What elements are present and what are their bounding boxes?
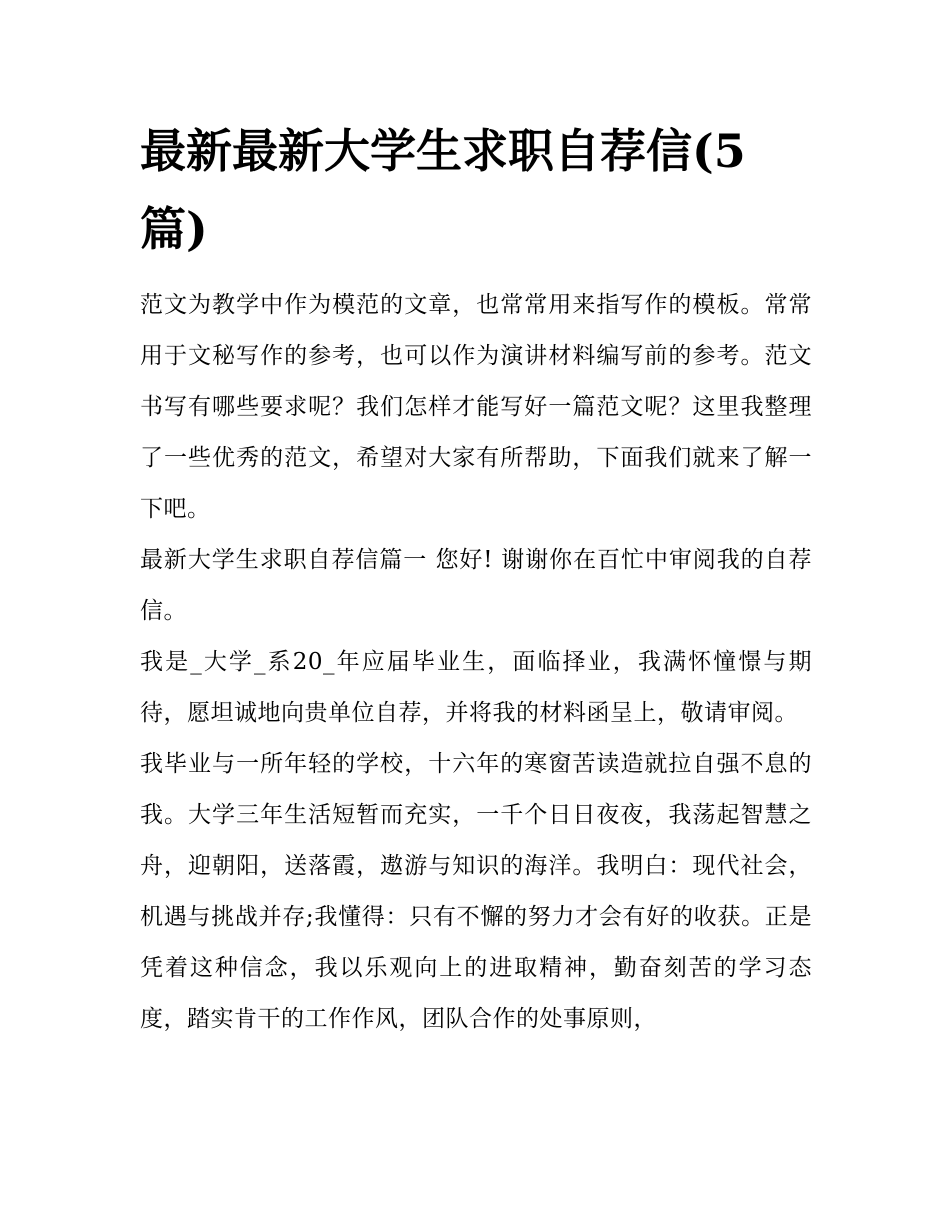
document-body xyxy=(140,112,812,1045)
paragraph-self-introduction: 我是_大学_系20_年应届毕业生，面临择业，我满怀憧憬与期待，愿坦诚地向贵单位自荐，并将我的材料函呈上，敬请审阅。 xyxy=(140,649,812,726)
paragraph-greeting: 最新大学生求职自荐信篇一 您好! 谢谢你在百忙中审阅我的自荐信。 xyxy=(140,547,812,624)
paragraph-intro: 范文为教学中作为模范的文章，也常常用来指写作的模板。常常用于文秘写作的参考，也可以作为演讲材料编写前的参考。范文书写有哪些要求呢？我们怎样才能写好一篇范文呢？这里我整理了一些优秀的范文，希望对大家有所帮助，下面我们就来了解一下吧。 xyxy=(140,292,812,522)
document-title: 最新最新大学生求职自荐信(5篇) xyxy=(140,124,746,256)
paragraph-background: 我毕业与一所年轻的学校，十六年的寒窗苦读造就拉自强不息的我。大学三年生活短暂而充实，一千个日日夜夜，我荡起智慧之舟，迎朝阳，送落霞，遨游与知识的海洋。我明白：现代社会，机遇与挑战并存;我懂得：只有不懈的努力才会有好的收获。正是凭着这种信念，我以乐观向上的进取精神，勤奋刻苦的学习态度，踏实肯干的工作作风，团队合作的处事原则， xyxy=(140,751,812,1032)
